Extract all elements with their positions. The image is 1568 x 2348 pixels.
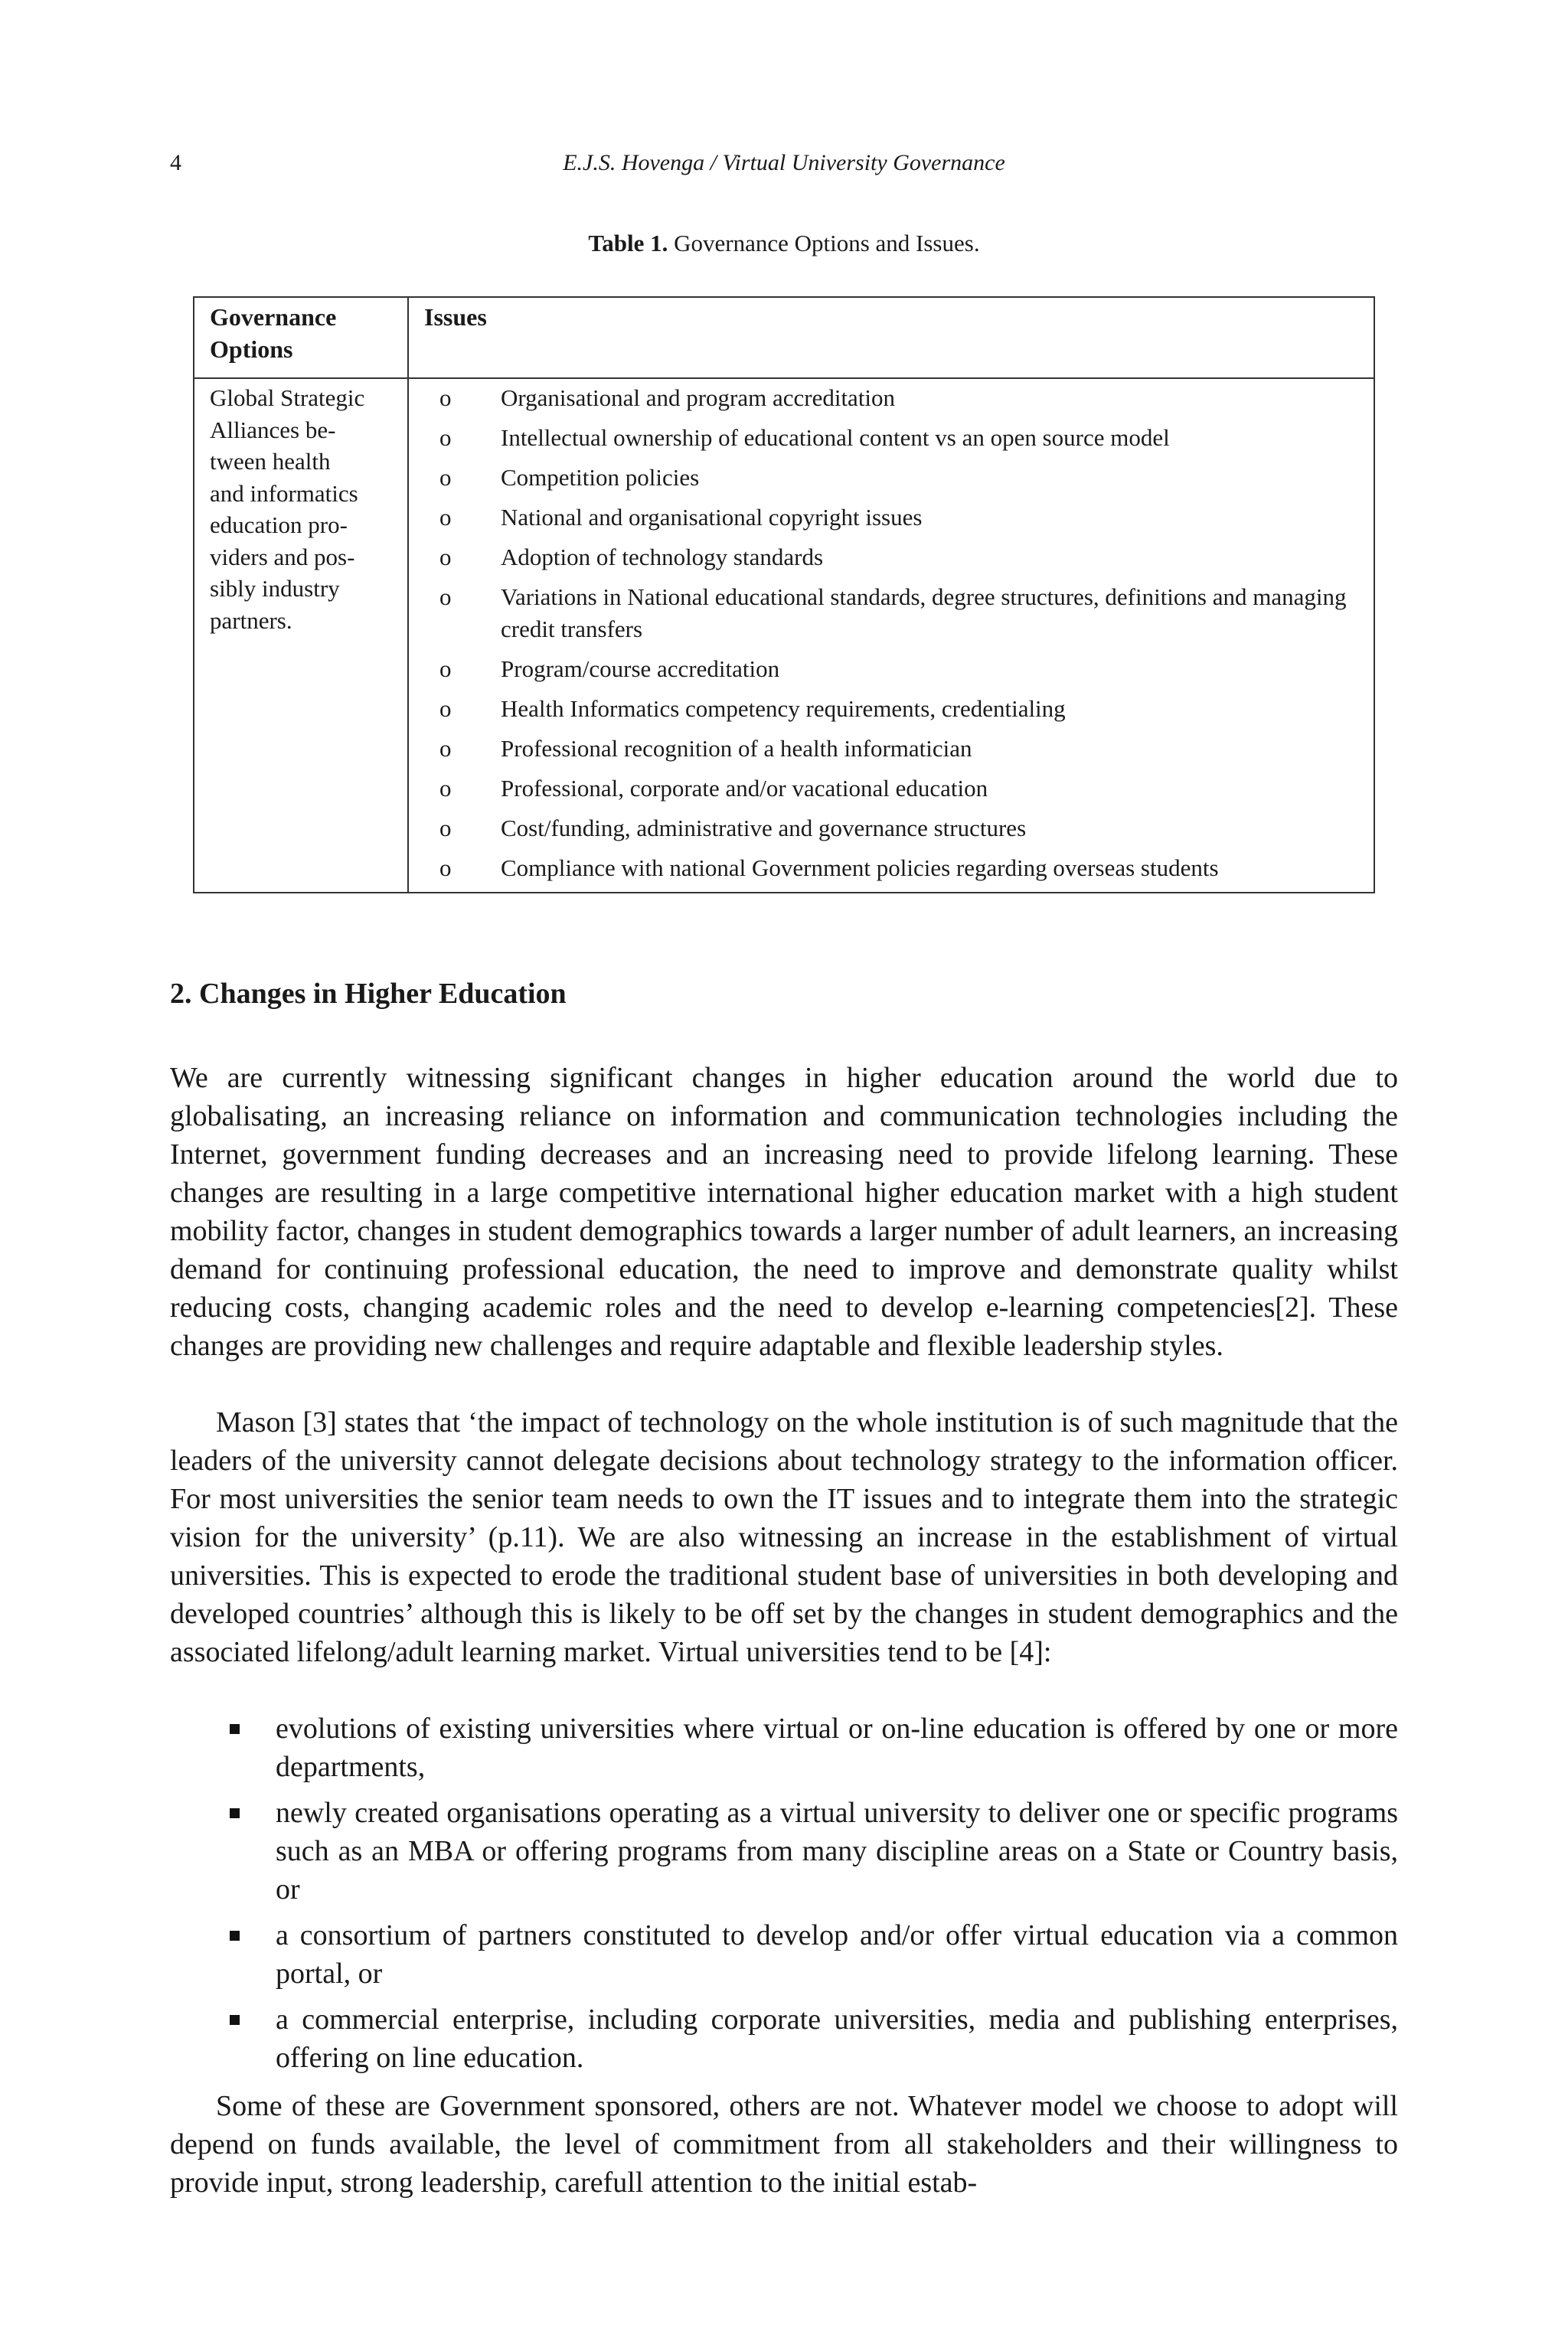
issue-item (423, 501, 1364, 534)
issue-text: Health Informatics competency requirements, credentialing (501, 694, 1066, 722)
list-item-text: a consortium of partners constituted to develop and/or offer virtual education via a common portal, or (276, 1919, 1398, 1990)
issue-text: Cost/funding, administrative and governance structures (501, 814, 1027, 841)
governance-option-cell (210, 382, 400, 636)
issue-text: Program/course accreditation (501, 655, 780, 682)
list-item-text: a commercial enterprise, including corporate universities, media and publishing enterprises, offering on line education. (276, 2003, 1398, 2074)
list-item-text: newly created organisations operating as a virtual university to deliver one or specific programs such as an MBA or offering programs from many discipline areas on a State or Country basis, or (276, 1797, 1398, 1906)
square-bullet-icon (230, 1931, 240, 1941)
option-line: education pro- (210, 511, 348, 538)
paragraph-1: We are currently witnessing significant changes in higher education around the world due to globalisating, an increasing reliance on information and communication technologies including the Internet, government funding decreases and an increasing need to provide lifelong learning. These changes are resulting in a large competitive international higher education market with a high student mobility factor, changes in student demographics towards a larger number of adult learners, an increasing demand for continuing professional education, the need to improve and demonstrate quality whilst reducing costs, changing academic roles and the need to develop e-learning competencies[2]. These changes are providing new challenges and require adaptable and flexible leadership styles. (170, 1062, 1398, 1362)
issue-item (423, 772, 1364, 805)
square-bullet-icon (230, 2015, 240, 2025)
issue-text: Compliance with national Government policies regarding overseas students (501, 854, 1219, 881)
list-item (170, 1794, 1398, 1909)
table-header-governance-options: Governance Options (210, 303, 337, 363)
paragraph-3: Some of these are Government sponsored, others are not. Whatever model we choose to adopt will depend on funds available, the level of commitment from all stakeholders and their willingness to provide input, strong leadership, carefull attention to the initial estab- (170, 2090, 1398, 2199)
circle-bullet-icon: o (439, 504, 452, 531)
square-bullet-icon (230, 1808, 240, 1818)
circle-bullet-icon: o (439, 583, 452, 610)
list-item-text: evolutions of existing universities where virtual or on-line education is offered by one or more departments, (276, 1713, 1398, 1783)
circle-bullet-icon: o (439, 854, 452, 881)
circle-bullet-icon: o (439, 655, 452, 682)
option-line: sibly industry (210, 575, 340, 602)
issue-item (423, 382, 1364, 414)
table-caption (0, 230, 1568, 257)
issue-item (423, 462, 1364, 494)
section-heading: 2. Changes in Higher Education (170, 978, 567, 1010)
issue-item (423, 581, 1364, 645)
option-line: Global Strategic (210, 384, 365, 411)
virtual-university-types-list (170, 1710, 1398, 2085)
list-item (170, 1916, 1398, 1993)
square-bullet-icon (230, 1724, 240, 1734)
circle-bullet-icon: o (439, 734, 452, 762)
circle-bullet-icon: o (439, 814, 452, 841)
circle-bullet-icon: o (439, 424, 452, 451)
issue-item (423, 733, 1364, 765)
paragraph-2: Mason [3] states that ‘the impact of technology on the whole institution is of such magnitude that the leaders of the university cannot delegate decisions about technology strategy to the information officer. For most universities the senior team needs to own the IT issues and to integrate them into the strategic vision for the university’ (p.11). We are also witnessing an increase in the establishment of virtual universities. This is expected to erode the traditional student base of universities in both developing and developed countries’ although this is likely to be off set by the changes in student demographics and the associated lifelong/adult learning market. Virtual universities tend to be [4]: (170, 1406, 1398, 1668)
issue-item (423, 422, 1364, 454)
issue-item (423, 693, 1364, 725)
issue-item (423, 541, 1364, 573)
option-line: viders and pos- (210, 543, 355, 570)
circle-bullet-icon: o (439, 694, 452, 722)
table-header-divider (194, 377, 1374, 379)
list-item (170, 2000, 1398, 2077)
list-item (170, 1710, 1398, 1786)
running-head: E.J.S. Hovenga / Virtual University Governance (563, 150, 1005, 175)
issues-list (423, 382, 1364, 892)
option-line: and informatics (210, 479, 358, 507)
circle-bullet-icon: o (439, 384, 452, 411)
option-line: Alliances be- (210, 416, 336, 443)
issue-item (423, 852, 1364, 884)
issue-text: Variations in National educational standards, degree structures, definitions and managing credit transfers (501, 583, 1347, 642)
issue-text: Competition policies (501, 464, 700, 491)
issue-text: Professional, corporate and/or vacational education (501, 774, 988, 802)
circle-bullet-icon: o (439, 464, 452, 491)
option-line: tween health (210, 448, 331, 475)
issue-text: National and organisational copyright issues (501, 504, 923, 531)
circle-bullet-icon: o (439, 544, 452, 570)
issue-text: Intellectual ownership of educational content vs an open source model (501, 424, 1170, 451)
issue-text: Adoption of technology standards (501, 544, 824, 570)
table-caption-label: Table 1. (588, 230, 668, 256)
table-caption-text: Governance Options and Issues. (674, 230, 980, 256)
issue-item (423, 653, 1364, 685)
table-header-issues: Issues (424, 303, 487, 331)
issue-text: Professional recognition of a health informatician (501, 734, 972, 762)
circle-bullet-icon: o (439, 774, 452, 802)
governance-table (193, 296, 1375, 893)
table-column-divider (407, 298, 409, 892)
issue-text: Organisational and program accreditation (501, 384, 896, 411)
issue-item (423, 812, 1364, 844)
page-number: 4 (170, 150, 181, 175)
option-line: partners. (210, 606, 292, 634)
